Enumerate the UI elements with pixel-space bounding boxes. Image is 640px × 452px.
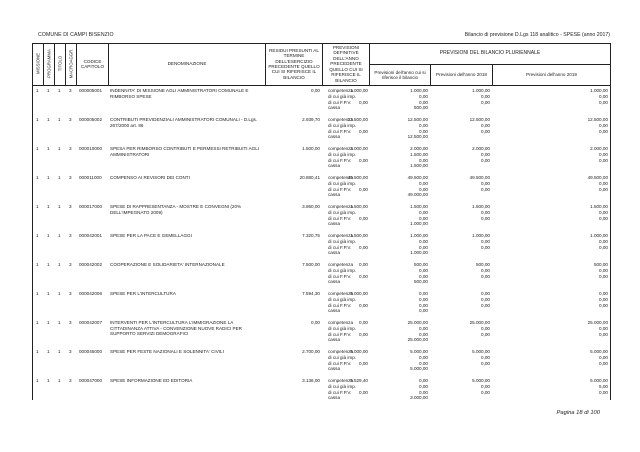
anno-2018-value: 0,00 <box>481 267 490 273</box>
codice-value: 000005001 <box>79 88 102 93</box>
sublabel: cassa <box>328 366 341 372</box>
codice-value: 000017000 <box>79 204 102 209</box>
anno-cui-value: 1.500,00 <box>410 163 428 169</box>
sublabel: competenza <box>328 378 354 383</box>
denominazione-value: SPESE PER LA PACE E GEMELLAGGI <box>110 233 192 238</box>
anno-cui-value: 0,00 <box>419 122 428 128</box>
header-anno-2018: Previsioni dell'anno 2018 <box>436 72 487 78</box>
titolo-value: 1 <box>58 349 61 354</box>
macroaggr-value: 3 <box>69 320 72 325</box>
sublabel: di cui già imp. <box>328 151 357 157</box>
anno-cui-value: 1.000,00 <box>410 233 428 238</box>
prev-def-competenza: 1.500,00 <box>350 233 368 238</box>
sublabel: competenza <box>328 291 354 296</box>
anno-cui-value: 0,00 <box>419 267 428 273</box>
titolo-value: 1 <box>58 88 61 93</box>
sublabel: di cui già imp. <box>328 383 357 389</box>
sublabel: di cui F.P.V. <box>328 331 352 337</box>
header-denominazione: DENOMINAZIONE <box>167 61 207 67</box>
denominazione-value: INTERVENTI PER L'INTERCULTURA L'IMMIGRAZIONE LA CITTADINANZA ATTIVA - CONVENZIONE NUOVE RADICI PER SUPPORTO SERVIZI DEMOGRAFICI <box>110 320 242 337</box>
anno-2018-value: 0,00 <box>481 128 490 134</box>
header-codice: CODICE CAPITOLO <box>80 58 105 69</box>
anno-cui-value: 12.500,00 <box>407 134 428 140</box>
sublabel: cassa <box>328 221 341 227</box>
denominazione-value: SPESE INFORMAZIONE ED EDITORIA <box>110 378 193 383</box>
anno-2018-value: 0,00 <box>481 325 490 331</box>
denominazione-value: COMPENSO AI REVISORI DEI CONTI <box>110 175 190 180</box>
anno-2019-value: 0,00 <box>599 354 608 360</box>
anno-cui-value: 0,00 <box>419 389 428 395</box>
anno-cui-value: 0,00 <box>419 325 428 331</box>
titolo-value: 1 <box>58 291 61 296</box>
sublabel: di cui F.P.V. <box>328 389 352 395</box>
residui-value: 7.500,00 <box>302 262 320 267</box>
prev-def-fpv: 0,00 <box>359 99 368 105</box>
anno-2019-value: 1.500,00 <box>590 204 608 209</box>
anno-2018-value: 0,00 <box>481 93 490 99</box>
anno-cui-value: 0,00 <box>419 302 428 308</box>
anno-2018-value: 1.000,00 <box>472 233 490 238</box>
table-row <box>32 146 611 175</box>
header-previsioni-def: PREVISIONI DEFINITIVE DELL'ANNO PRECEDENTE QUELLO CUI SI RIFERISCE IL BILANCIO <box>329 45 363 83</box>
sublabel: cassa <box>328 250 341 256</box>
codice-value: 000042002 <box>79 262 102 267</box>
sublabel: di cui F.P.V. <box>328 273 352 279</box>
table-row <box>32 233 611 262</box>
anno-cui-value: 3.000,00 <box>410 395 428 401</box>
sublabel: competenza <box>328 117 354 122</box>
prev-def-fpv: 0,00 <box>359 389 368 395</box>
programma-value: 1 <box>47 320 50 325</box>
residui-value: 0,00 <box>311 88 320 93</box>
anno-cui-value: 1.000,00 <box>410 88 428 93</box>
anno-2019-value: 0,00 <box>599 93 608 99</box>
denominazione-value: CONTRIBUTI PREVIDENZIALI AMMINISTRATORI COMUNALI - D.Lgs. 267/2000 art. 86 <box>110 117 258 128</box>
prev-def-competenza: 1.500,00 <box>350 204 368 209</box>
anno-2019-value: 0,00 <box>599 389 608 395</box>
anno-2019-value: 0,00 <box>599 360 608 366</box>
titolo-value: 1 <box>58 262 61 267</box>
missione-value: 1 <box>36 349 39 354</box>
anno-2018-value: 0,00 <box>481 244 490 250</box>
sublabel: di cui già imp. <box>328 325 357 331</box>
programma-value: 1 <box>47 117 50 122</box>
sublabel: cassa <box>328 163 341 169</box>
header-pluriennale: PREVISIONI DEL BILANCIO PLURIENNALE <box>439 49 541 56</box>
missione-value: 1 <box>36 320 39 325</box>
macroaggr-value: 3 <box>69 88 72 93</box>
anno-cui-value: 0,00 <box>419 360 428 366</box>
macroaggr-value: 3 <box>69 233 72 238</box>
residui-value: 1.500,00 <box>302 146 320 151</box>
anno-2018-value: 0,00 <box>481 383 490 389</box>
titolo-value: 1 <box>58 378 61 383</box>
anno-cui-value: 500,00 <box>413 279 428 285</box>
titolo-value: 1 <box>58 146 61 151</box>
sublabel: cassa <box>328 105 341 111</box>
anno-cui-value: 1.000,00 <box>410 250 428 256</box>
anno-cui-value: 0,00 <box>419 273 428 279</box>
prev-def-fpv: 0,00 <box>359 273 368 279</box>
programma-value: 1 <box>47 349 50 354</box>
prev-def-competenza: 49.500,00 <box>347 175 368 180</box>
codice-value: 000005002 <box>79 117 102 122</box>
sublabel: di cui F.P.V. <box>328 157 352 163</box>
programma-value: 1 <box>47 233 50 238</box>
anno-2018-value: 2.000,00 <box>472 146 490 151</box>
programma-value: 1 <box>47 291 50 296</box>
anno-cui-value: 0,00 <box>419 354 428 360</box>
header-programma: PROGRAMMA <box>46 49 52 78</box>
anno-2018-value: 0,00 <box>481 354 490 360</box>
header-anno-cui: Previsioni dell'anno cui si riferisce il bilancio <box>374 69 426 80</box>
anno-2018-value: 0,00 <box>481 302 490 308</box>
prev-def-competenza: 5.000,00 <box>350 349 368 354</box>
anno-cui-value: 1.500,00 <box>410 151 428 157</box>
anno-2018-value: 0,00 <box>481 331 490 337</box>
anno-2018-value: 0,00 <box>481 296 490 302</box>
sublabel: di cui già imp. <box>328 93 357 99</box>
anno-cui-value: 0,00 <box>419 331 428 337</box>
missione-value: 1 <box>36 378 39 383</box>
header-residui: RESIDUI PRESUNTI AL TERMINE DELL'ESERCIZIO PRECEDENTE QUELLO CUI SI RIFERISCE IL BILANCIO <box>268 47 320 80</box>
anno-2019-value: 0,00 <box>599 215 608 221</box>
anno-cui-value: 0,00 <box>419 215 428 221</box>
anno-2019-value: 0,00 <box>599 238 608 244</box>
anno-cui-value: 0,00 <box>419 308 428 314</box>
prev-def-competenza: 1.000,00 <box>350 88 368 93</box>
anno-2019-value: 0,00 <box>599 302 608 308</box>
anno-cui-value: 0,00 <box>419 186 428 192</box>
codice-value: 000042007 <box>79 320 102 325</box>
anno-2018-value: 0,00 <box>481 180 490 186</box>
prev-def-fpv: 0,00 <box>359 302 368 308</box>
missione-value: 1 <box>36 233 39 238</box>
macroaggr-value: 3 <box>69 117 72 122</box>
residui-value: 20.880,41 <box>299 175 320 180</box>
anno-2019-value: 0,00 <box>599 157 608 163</box>
anno-2019-value: 0,00 <box>599 273 608 279</box>
programma-value: 1 <box>47 378 50 383</box>
anno-2018-value: 0,00 <box>481 157 490 163</box>
missione-value: 1 <box>36 204 39 209</box>
table-row <box>32 175 611 204</box>
prev-def-fpv: 0,00 <box>359 244 368 250</box>
anno-2019-value: 0,00 <box>599 325 608 331</box>
denominazione-value: SPESE DI RAPPRESENTANZA - MOSTRE E CONVEGNI (20% DELL'IMPEGNATO 2009) <box>110 204 242 215</box>
anno-2019-value: 25.000,00 <box>587 320 608 325</box>
programma-value: 1 <box>47 175 50 180</box>
codice-value: 000045000 <box>79 349 102 354</box>
anno-2018-value: 0,00 <box>481 122 490 128</box>
table-row <box>32 262 611 291</box>
macroaggr-value: 3 <box>69 349 72 354</box>
anno-cui-value: 0,00 <box>419 93 428 99</box>
sublabel: competenza <box>328 320 354 325</box>
anno-cui-value: 0,00 <box>419 99 428 105</box>
sublabel: cassa <box>328 279 341 285</box>
anno-2019-value: 0,00 <box>599 180 608 186</box>
anno-cui-value: 0,00 <box>419 296 428 302</box>
anno-cui-value: 0,00 <box>419 180 428 186</box>
header-macroaggr: MACROAGGR. <box>68 48 74 79</box>
sublabel: competenza <box>328 233 354 238</box>
anno-cui-value: 5.000,00 <box>410 366 428 372</box>
anno-2019-value: 0,00 <box>599 128 608 134</box>
denominazione-value: INDENNITA' DI MISSIONE AGLI AMMINISTRATORI COMUNALE E RIMBORSO SPESE <box>110 88 249 99</box>
anno-2019-value: 12.500,00 <box>587 117 608 122</box>
table-row <box>32 349 611 378</box>
anno-2019-value: 0,00 <box>599 99 608 105</box>
prev-def-competenza: 0,00 <box>359 320 368 325</box>
anno-2019-value: 0,00 <box>599 267 608 273</box>
anno-cui-value: 0,00 <box>419 383 428 389</box>
prev-def-competenza: 2.000,00 <box>350 146 368 151</box>
anno-2018-value: 12.500,00 <box>469 117 490 122</box>
macroaggr-value: 3 <box>69 291 72 296</box>
anno-cui-value: 2.000,00 <box>410 146 428 151</box>
macroaggr-value: 3 <box>69 146 72 151</box>
anno-cui-value: 0,00 <box>419 378 428 383</box>
anno-2018-value: 1.500,00 <box>472 204 490 209</box>
sublabel: cassa <box>328 308 341 314</box>
macroaggr-value: 3 <box>69 262 72 267</box>
anno-cui-value: 1.000,00 <box>410 221 428 227</box>
anno-2019-value: 500,00 <box>593 262 608 267</box>
prev-def-fpv: 0,00 <box>359 157 368 163</box>
anno-2018-value: 0,00 <box>481 389 490 395</box>
residui-value: 3.136,00 <box>302 378 320 383</box>
sublabel: di cui F.P.V. <box>328 99 352 105</box>
anno-2018-value: 0,00 <box>481 99 490 105</box>
sublabel: di cui F.P.V. <box>328 302 352 308</box>
sublabel: di cui F.P.V. <box>328 360 352 366</box>
sublabel: competenza <box>328 349 354 354</box>
prev-def-competenza: 5.529,40 <box>350 378 368 383</box>
anno-2018-value: 0,00 <box>481 291 490 296</box>
anno-cui-value: 0,00 <box>419 238 428 244</box>
sublabel: di cui F.P.V. <box>328 215 352 221</box>
anno-cui-value: 49.000,00 <box>407 192 428 198</box>
sublabel: di cui già imp. <box>328 354 357 360</box>
budget-table <box>32 43 611 400</box>
municipality-name: COMUNE DI CAMPI BISENZIO <box>38 32 114 38</box>
codice-value: 000010000 <box>79 146 102 151</box>
table-row <box>32 291 611 320</box>
anno-2018-value: 25.000,00 <box>469 320 490 325</box>
residui-value: 7.320,75 <box>302 233 320 238</box>
sublabel: di cui F.P.V. <box>328 186 352 192</box>
anno-cui-value: 12.500,00 <box>407 117 428 122</box>
sublabel: di cui già imp. <box>328 209 357 215</box>
anno-2019-value: 0,00 <box>599 209 608 215</box>
sublabel: di cui già imp. <box>328 122 357 128</box>
sublabel: di cui F.P.V. <box>328 128 352 134</box>
anno-2018-value: 5.000,00 <box>472 349 490 354</box>
denominazione-value: COOPERAZIONE E SOLIDARIETA' INTERNAZIONALE <box>110 262 225 267</box>
sublabel: competenza <box>328 175 354 180</box>
programma-value: 1 <box>47 204 50 209</box>
table-row <box>32 378 611 407</box>
anno-2018-value: 0,00 <box>481 186 490 192</box>
prev-def-competenza: 12.500,00 <box>347 117 368 122</box>
residui-value: 7.594,30 <box>302 291 320 296</box>
titolo-value: 1 <box>58 204 61 209</box>
anno-2019-value: 0,00 <box>599 186 608 192</box>
denominazione-value: SPESE PER L'INTERCULTURA <box>110 291 176 296</box>
anno-2018-value: 1.000,00 <box>472 88 490 93</box>
sublabel: competenza <box>328 262 354 267</box>
titolo-value: 1 <box>58 175 61 180</box>
missione-value: 1 <box>36 117 39 122</box>
missione-value: 1 <box>36 146 39 151</box>
anno-cui-value: 25.000,00 <box>407 337 428 343</box>
residui-value: 2.700,00 <box>302 349 320 354</box>
anno-cui-value: 5.000,00 <box>410 349 428 354</box>
sublabel: di cui già imp. <box>328 296 357 302</box>
prev-def-fpv: 0,00 <box>359 128 368 134</box>
titolo-value: 1 <box>58 233 61 238</box>
anno-2018-value: 49.500,00 <box>469 175 490 180</box>
anno-cui-value: 49.500,00 <box>407 175 428 180</box>
programma-value: 1 <box>47 88 50 93</box>
anno-2019-value: 49.500,00 <box>587 175 608 180</box>
anno-2018-value: 5.000,00 <box>472 378 490 383</box>
macroaggr-value: 3 <box>69 204 72 209</box>
table-row <box>32 320 611 349</box>
sublabel: competenza <box>328 88 354 93</box>
codice-value: 000011000 <box>79 175 102 180</box>
header-anno-2019: Previsioni dell'anno 2019 <box>526 72 577 78</box>
anno-2019-value: 0,00 <box>599 244 608 250</box>
anno-2019-value: 2.000,00 <box>590 146 608 151</box>
prev-def-fpv: 0,00 <box>359 331 368 337</box>
sublabel: cassa <box>328 395 341 401</box>
anno-2019-value: 5,00 <box>599 383 608 389</box>
anno-2018-value: 0,00 <box>481 215 490 221</box>
macroaggr-value: 3 <box>69 175 72 180</box>
missione-value: 1 <box>36 262 39 267</box>
sublabel: cassa <box>328 134 341 140</box>
anno-2019-value: 5.000,00 <box>590 349 608 354</box>
anno-cui-value: 0,00 <box>419 209 428 215</box>
anno-cui-value: 0,00 <box>419 128 428 134</box>
residui-value: 2.939,70 <box>302 117 320 122</box>
codice-value: 000042006 <box>79 291 102 296</box>
codice-value: 000047000 <box>79 378 102 383</box>
anno-cui-value: 0,00 <box>419 157 428 163</box>
sublabel: di cui già imp. <box>328 180 357 186</box>
anno-cui-value: 500,00 <box>413 105 428 111</box>
page-number: Pagina 18 di 100 <box>556 410 600 416</box>
residui-value: 0,00 <box>311 320 320 325</box>
programma-value: 1 <box>47 262 50 267</box>
anno-2019-value: 0,00 <box>599 291 608 296</box>
residui-value: 3.860,00 <box>302 204 320 209</box>
prev-def-competenza: 0,00 <box>359 262 368 267</box>
anno-2019-value: 1.000,00 <box>590 88 608 93</box>
report-title: Bilancio di previsione D.Lgs 118 analitico - SPESE (anno 2017) <box>464 32 610 38</box>
macroaggr-value: 3 <box>69 378 72 383</box>
anno-cui-value: 1.500,00 <box>410 204 428 209</box>
anno-2019-value: 0,00 <box>599 122 608 128</box>
missione-value: 1 <box>36 291 39 296</box>
anno-2019-value: 5.000,00 <box>590 378 608 383</box>
anno-2018-value: 0,00 <box>481 209 490 215</box>
sublabel: competenza <box>328 146 354 151</box>
missione-value: 1 <box>36 88 39 93</box>
denominazione-value: SPESA PER RIMBORSO CONTRIBUTI E PERMESSI RETRIBUITI AGLI AMMINISTRATORI <box>110 146 260 157</box>
anno-2018-value: 0,00 <box>481 273 490 279</box>
prev-def-competenza: 5.000,00 <box>350 291 368 296</box>
programma-value: 1 <box>47 146 50 151</box>
titolo-value: 1 <box>58 320 61 325</box>
denominazione-value: SPESE PER FESTE NAZIONALI E SOLENNITA' CIVILI <box>110 349 224 354</box>
anno-2018-value: 0,00 <box>481 238 490 244</box>
titolo-value: 1 <box>58 117 61 122</box>
anno-2019-value: 0,00 <box>599 151 608 157</box>
anno-2018-value: 500,00 <box>475 262 490 267</box>
sublabel: di cui già imp. <box>328 238 357 244</box>
prev-def-fpv: 0,00 <box>359 186 368 192</box>
table-row <box>32 204 611 233</box>
anno-cui-value: 25.000,00 <box>407 320 428 325</box>
sublabel: competenza <box>328 204 354 209</box>
anno-2019-value: 1.000,00 <box>590 233 608 238</box>
missione-value: 1 <box>36 175 39 180</box>
prev-def-fpv: 0,00 <box>359 215 368 221</box>
header-titolo: TITOLO <box>57 55 63 72</box>
header-missione: MISSIONE <box>35 53 41 75</box>
sublabel: cassa <box>328 192 341 198</box>
sublabel: di cui già imp. <box>328 267 357 273</box>
anno-2018-value: 0,00 <box>481 360 490 366</box>
table-row <box>32 117 611 146</box>
anno-2018-value: 0,00 <box>481 151 490 157</box>
table-row <box>32 88 611 117</box>
anno-cui-value: 0,00 <box>419 291 428 296</box>
anno-2019-value: 0,00 <box>599 296 608 302</box>
sublabel: di cui F.P.V. <box>328 244 352 250</box>
anno-2019-value: 0,00 <box>599 331 608 337</box>
sublabel: cassa <box>328 337 341 343</box>
prev-def-fpv: 0,00 <box>359 360 368 366</box>
anno-cui-value: 0,00 <box>419 244 428 250</box>
codice-value: 000042001 <box>79 233 102 238</box>
anno-cui-value: 500,00 <box>413 262 428 267</box>
